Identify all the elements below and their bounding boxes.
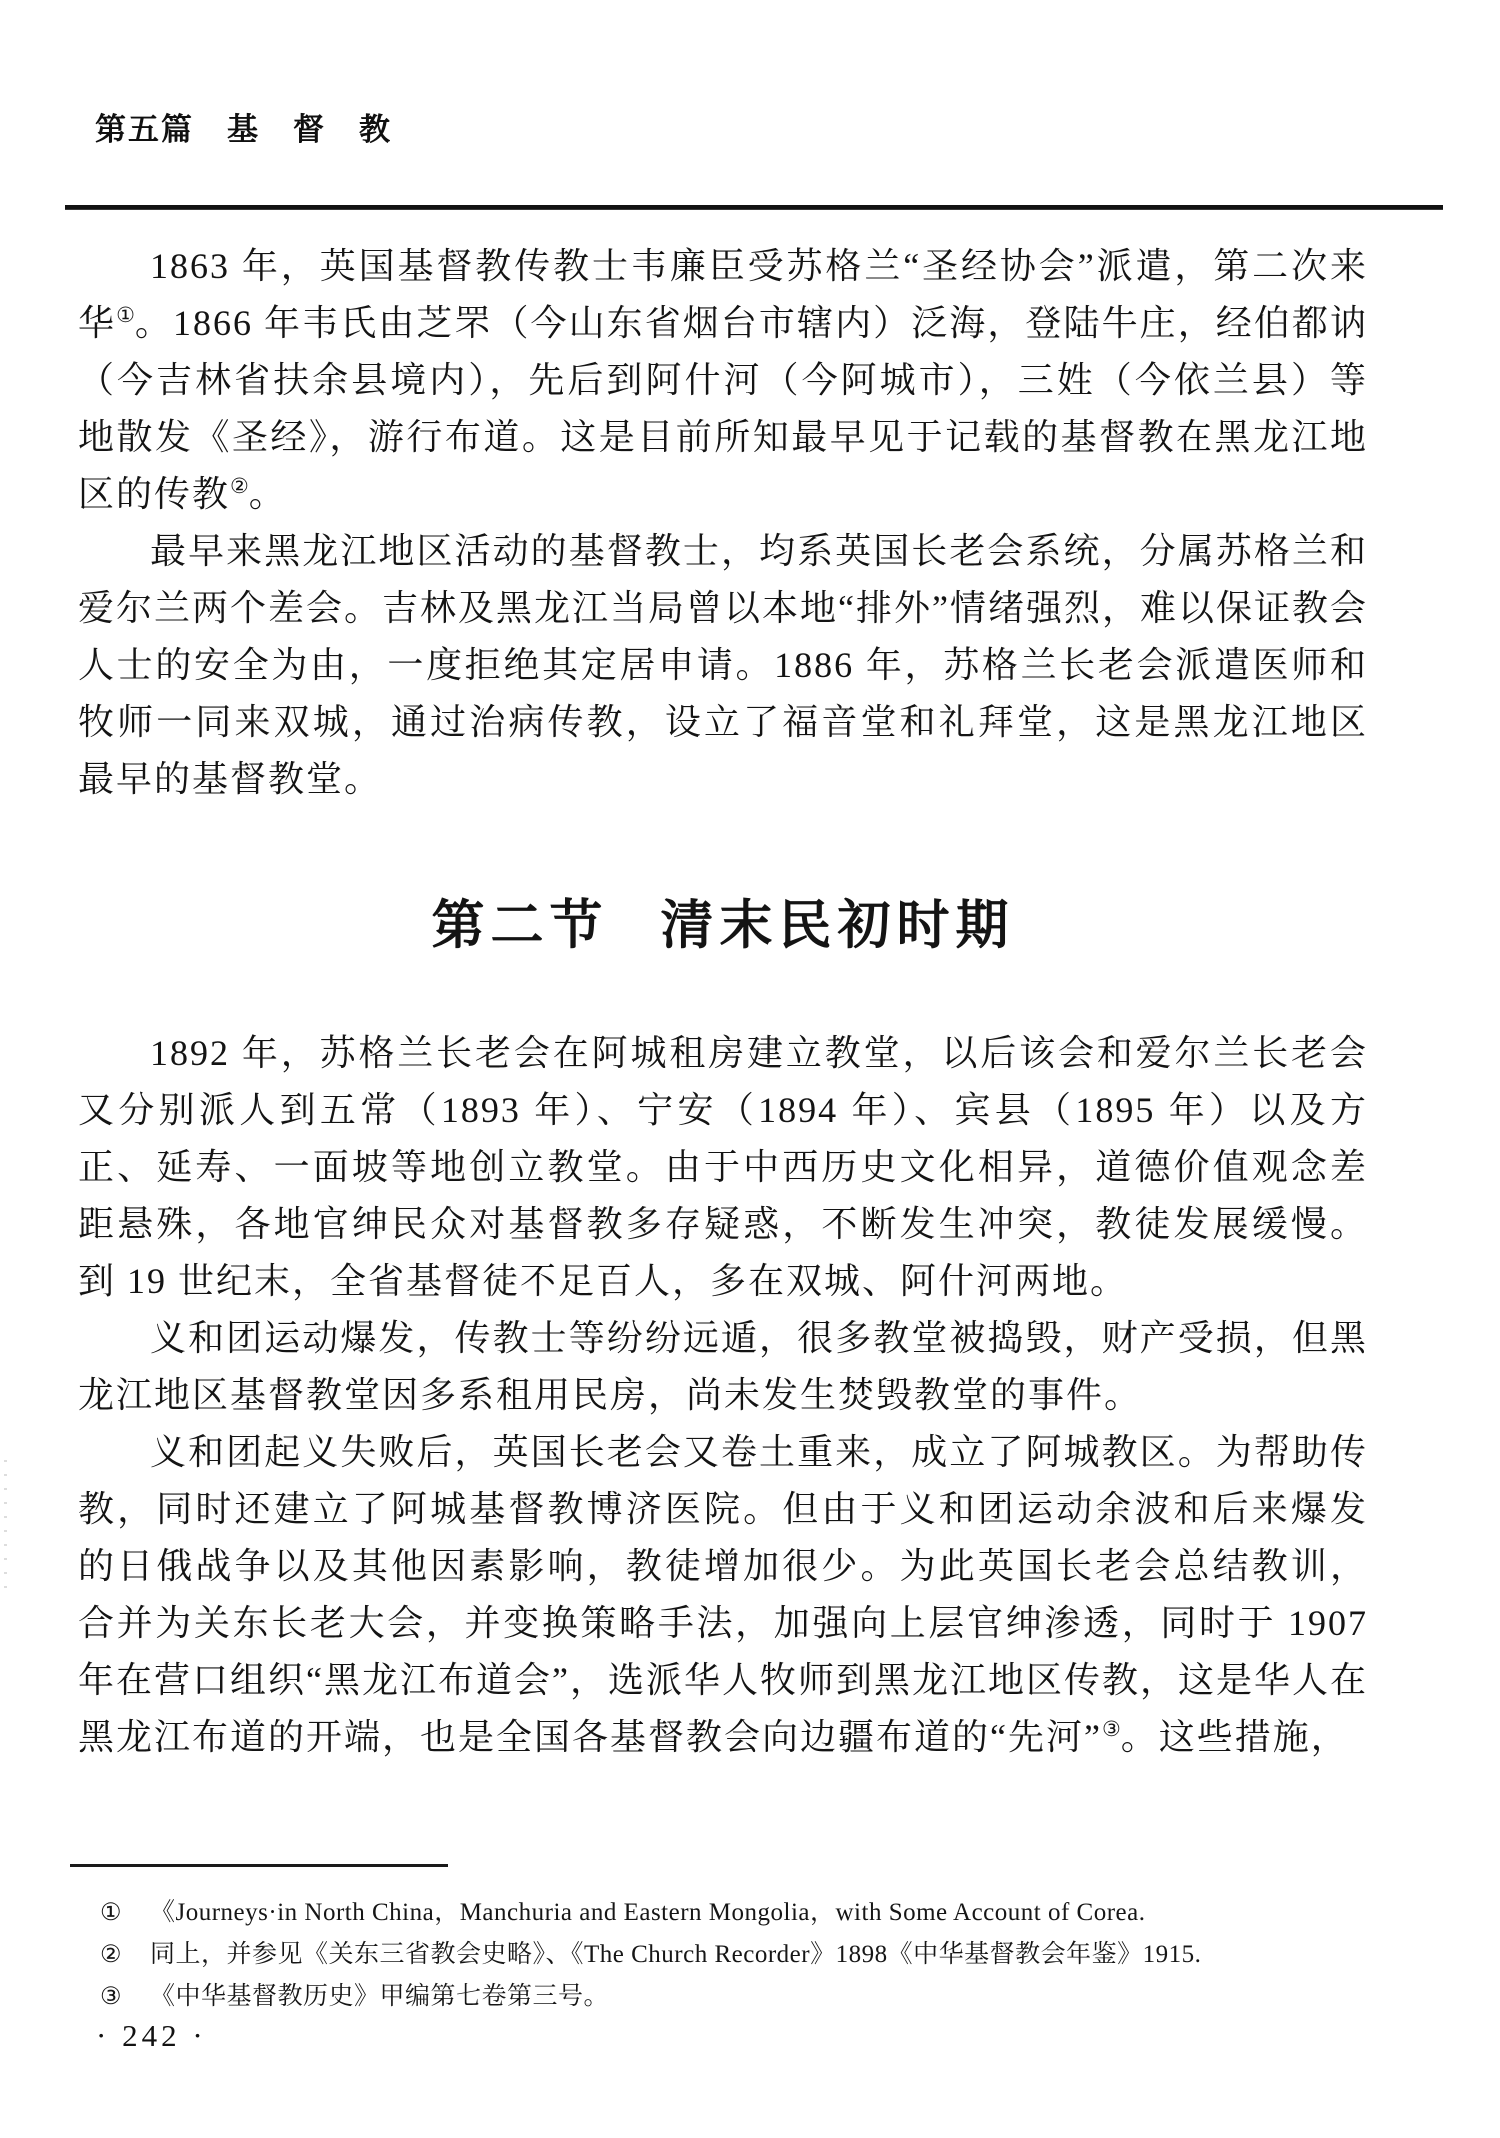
section-title: 清末民初时期	[660, 897, 1015, 955]
footnote-text: 同上，并参见《关东三省教会史略》、《The Church Recorder》1898《中华基督教会年鉴》1915.	[150, 1941, 1202, 1968]
footnote-divider	[70, 1864, 448, 1867]
paragraph: 义和团运动爆发，传教士等纷纷远遁，很多教堂被捣毁，财产受损，但黑龙江地区基督教堂因多系租用民房，尚未发生焚毁教堂的事件。	[78, 1318, 1368, 1415]
page-number: · 242 ·	[96, 2018, 207, 2053]
footnote-marker: ①	[100, 1900, 122, 1926]
paragraph: 1863 年，英国基督教传教士韦廉臣受苏格兰“圣经协会”派遣，第二次来华①。1866 年韦氏由芝罘（今山东省烟台市辖内）泛海，登陆牛庄，经伯都讷（今吉林省扶余县境内），先后到阿什河（今阿城市），三姓（今依兰县）等地散发《圣经》，游行布道。这是目前所知最早见于记载的基督教在黑龙江地区的传教②。	[78, 246, 1368, 514]
footnote-marker: ③	[100, 1984, 122, 2010]
header-rule	[65, 205, 1443, 210]
section-heading	[78, 898, 1368, 955]
running-header: 第五篇 基 督 教	[95, 112, 392, 147]
footnote-text: 《Journeys·in North China，Manchuria and Eastern Mongolia，with Some Account of Corea.	[150, 1899, 1146, 1926]
footnote-item	[100, 1976, 1430, 2018]
footnote-item	[100, 1892, 1430, 1934]
body-text	[78, 238, 1368, 1766]
section-number: 第二节	[431, 897, 609, 955]
paragraph: 最早来黑龙江地区活动的基督教士，均系英国长老会系统，分属苏格兰和爱尔兰两个差会。吉林及黑龙江当局曾以本地“排外”情绪强烈，难以保证教会人士的安全为由，一度拒绝其定居申请。1886 年，苏格兰长老会派遣医师和牧师一同来双城，通过治病传教，设立了福音堂和礼拜堂，这是黑龙江地区最早的基督教堂。	[78, 531, 1368, 799]
footnote-text: 《中华基督教历史》甲编第七卷第三号。	[150, 1983, 610, 2010]
paragraph: 义和团起义失败后，英国长老会又卷土重来，成立了阿城教区。为帮助传教，同时还建立了阿城基督教博济医院。但由于义和团运动余波和后来爆发的日俄战争以及其他因素影响，教徒增加很少。为此英国长老会总结教训，合并为关东长老大会，并变换策略手法，加强向上层官绅渗透，同时于 1907 年在营口组织“黑龙江布道会”，选派华人牧师到黑龙江地区传教，这是华人在黑龙江布道的开端，也是全国各基督教会向边疆布道的“先河”③。这些措施，	[78, 1432, 1368, 1757]
scan-noise	[4, 1460, 7, 1600]
paragraph: 1892 年，苏格兰长老会在阿城租房建立教堂，以后该会和爱尔兰长老会又分别派人到五常（1893 年）、宁安（1894 年）、宾县（1895 年）以及方正、延寿、一面坡等地创立教堂。由于中西历史文化相异，道德价值观念差距悬殊，各地官绅民众对基督教多存疑惑，不断发生冲突，教徒发展缓慢。到 19 世纪末，全省基督徒不足百人，多在双城、阿什河两地。	[78, 1033, 1368, 1301]
footnote-marker: ②	[100, 1942, 122, 1968]
footnote-item	[100, 1934, 1430, 1976]
footnotes	[100, 1892, 1430, 2018]
